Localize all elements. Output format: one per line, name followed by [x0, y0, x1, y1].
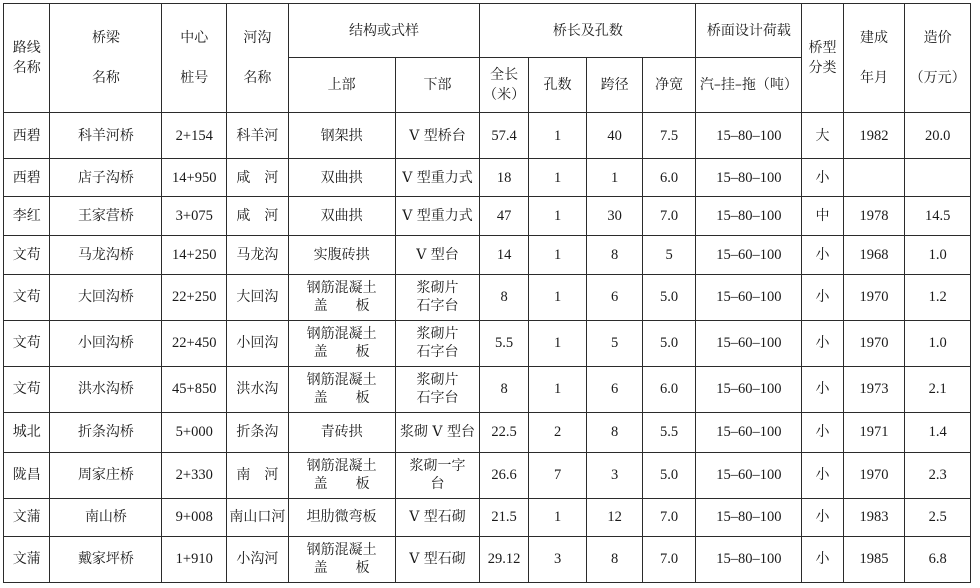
cell-total-length: 29.12 [480, 536, 528, 582]
cell-span-length: 8 [587, 536, 643, 582]
cell-clear-width: 5.0 [642, 274, 695, 320]
cell-bridge-name: 小回沟桥 [50, 320, 162, 366]
cell-clear-width: 5.0 [642, 452, 695, 498]
cell-structure-upper: 实腹砖拱 [288, 235, 395, 274]
cell-total-length: 14 [480, 235, 528, 274]
cell-total-length: 22.5 [480, 413, 528, 453]
cell-built: 1985 [843, 536, 905, 582]
cell-design-load: 15–80–100 [696, 159, 802, 197]
cell-bridge-name: 洪水沟桥 [50, 366, 162, 412]
cell-span-count: 1 [528, 113, 587, 159]
cell-built: 1982 [843, 113, 905, 159]
header-clear-width: 净宽 [642, 58, 695, 113]
cell-structure-lower: V 型桥台 [395, 113, 480, 159]
cell-design-load: 15–60–100 [696, 452, 802, 498]
cell-total-length: 21.5 [480, 499, 528, 537]
cell-river: 折条沟 [227, 413, 289, 453]
cell-span-length: 40 [587, 113, 643, 159]
cell-span-count: 2 [528, 413, 587, 453]
cell-bridge-name: 科羊河桥 [50, 113, 162, 159]
cell-clear-width: 7.0 [642, 536, 695, 582]
cell-design-load: 15–80–100 [696, 499, 802, 537]
cell-route: 文苟 [4, 320, 50, 366]
cell-structure-lower: 浆砌片 石字台 [395, 274, 480, 320]
table-row [4, 366, 971, 412]
header-structure-lower: 下部 [395, 58, 480, 113]
cell-structure-upper: 钢筋混凝土 盖 板 [288, 320, 395, 366]
cell-clear-width: 6.0 [642, 366, 695, 412]
cell-total-length: 26.6 [480, 452, 528, 498]
cell-river: 南山口河 [227, 499, 289, 537]
cell-structure-lower: V 型重力式 [395, 159, 480, 197]
bridge-table [3, 3, 971, 583]
cell-design-load: 15–80–100 [696, 113, 802, 159]
table-row [4, 536, 971, 582]
cell-center-stake: 5+000 [162, 413, 227, 453]
cell-span-length: 6 [587, 366, 643, 412]
cell-clear-width: 5.5 [642, 413, 695, 453]
cell-built: 1968 [843, 235, 905, 274]
cell-span-count: 1 [528, 366, 587, 412]
cell-built: 1970 [843, 452, 905, 498]
cell-structure-lower: V 型石砌 [395, 536, 480, 582]
cell-span-length: 30 [587, 196, 643, 235]
cell-cost: 2.5 [905, 499, 971, 537]
table-row [4, 452, 971, 498]
cell-center-stake: 2+330 [162, 452, 227, 498]
cell-river: 大回沟 [227, 274, 289, 320]
cell-cost: 1.0 [905, 235, 971, 274]
table-row [4, 159, 971, 197]
cell-center-stake: 3+075 [162, 196, 227, 235]
cell-built: 1978 [843, 196, 905, 235]
cell-total-length: 47 [480, 196, 528, 235]
cell-route: 李红 [4, 196, 50, 235]
cell-route: 文蒲 [4, 536, 50, 582]
cell-structure-upper: 钢筋混凝土 盖 板 [288, 366, 395, 412]
cell-river: 洪水沟 [227, 366, 289, 412]
cell-built: 1971 [843, 413, 905, 453]
cell-structure-lower: 浆砌片 石字台 [395, 366, 480, 412]
cell-bridge-type: 小 [802, 366, 843, 412]
header-structure: 结构或式样 [288, 4, 480, 58]
cell-bridge-type: 中 [802, 196, 843, 235]
cell-cost: 2.1 [905, 366, 971, 412]
cell-span-length: 12 [587, 499, 643, 537]
table-row [4, 196, 971, 235]
cell-span-length: 6 [587, 274, 643, 320]
cell-span-count: 7 [528, 452, 587, 498]
cell-design-load: 15–60–100 [696, 274, 802, 320]
cell-span-count: 3 [528, 536, 587, 582]
cell-bridge-type: 小 [802, 413, 843, 453]
cell-cost: 1.2 [905, 274, 971, 320]
header-total-length: 全长 （米） [480, 58, 528, 113]
cell-design-load: 15–60–100 [696, 235, 802, 274]
cell-design-load: 15–60–100 [696, 320, 802, 366]
cell-bridge-type: 小 [802, 235, 843, 274]
cell-structure-upper: 钢筋混凝土 盖 板 [288, 536, 395, 582]
cell-structure-lower: V 型重力式 [395, 196, 480, 235]
cell-structure-upper: 钢筋混凝土 盖 板 [288, 274, 395, 320]
table-row [4, 499, 971, 537]
cell-span-count: 1 [528, 499, 587, 537]
cell-span-count: 1 [528, 320, 587, 366]
cell-bridge-type: 小 [802, 320, 843, 366]
header-load-spec: 汽–挂–拖（吨） [696, 58, 802, 113]
cell-cost: 14.5 [905, 196, 971, 235]
cell-center-stake: 14+250 [162, 235, 227, 274]
header-structure-upper: 上部 [288, 58, 395, 113]
cell-clear-width: 5 [642, 235, 695, 274]
cell-span-length: 8 [587, 235, 643, 274]
cell-structure-upper: 青砖拱 [288, 413, 395, 453]
cell-bridge-name: 折条沟桥 [50, 413, 162, 453]
cell-structure-lower: 浆砌 V 型台 [395, 413, 480, 453]
cell-route: 文苟 [4, 274, 50, 320]
cell-route: 城北 [4, 413, 50, 453]
cell-cost: 20.0 [905, 113, 971, 159]
cell-bridge-type: 小 [802, 536, 843, 582]
cell-structure-upper: 钢筋混凝土 盖 板 [288, 452, 395, 498]
cell-river: 咸 河 [227, 196, 289, 235]
cell-bridge-name: 南山桥 [50, 499, 162, 537]
header-bridge-type: 桥型 分类 [802, 4, 843, 113]
cell-route: 文蒲 [4, 499, 50, 537]
cell-center-stake: 22+250 [162, 274, 227, 320]
cell-center-stake: 22+450 [162, 320, 227, 366]
cell-river: 小沟河 [227, 536, 289, 582]
cell-structure-upper: 坦肋微弯板 [288, 499, 395, 537]
cell-built: 1970 [843, 274, 905, 320]
cell-clear-width: 7.0 [642, 499, 695, 537]
cell-bridge-name: 店子沟桥 [50, 159, 162, 197]
cell-route: 文苟 [4, 235, 50, 274]
table-body [4, 113, 971, 583]
cell-structure-lower: 浆砌片 石字台 [395, 320, 480, 366]
cell-span-length: 3 [587, 452, 643, 498]
header-span-count: 孔数 [528, 58, 587, 113]
cell-built [843, 159, 905, 197]
cell-bridge-name: 大回沟桥 [50, 274, 162, 320]
cell-bridge-name: 周家庄桥 [50, 452, 162, 498]
cell-total-length: 8 [480, 366, 528, 412]
cell-river: 小回沟 [227, 320, 289, 366]
cell-center-stake: 9+008 [162, 499, 227, 537]
cell-design-load: 15–80–100 [696, 196, 802, 235]
header-cost: 造价 （万元） [905, 4, 971, 113]
cell-design-load: 15–60–100 [696, 413, 802, 453]
cell-river: 咸 河 [227, 159, 289, 197]
cell-bridge-type: 小 [802, 159, 843, 197]
cell-cost: 2.3 [905, 452, 971, 498]
header-bridge-name: 桥梁 名称 [50, 4, 162, 113]
cell-bridge-name: 王家营桥 [50, 196, 162, 235]
header-span-length: 跨径 [587, 58, 643, 113]
cell-structure-upper: 钢架拱 [288, 113, 395, 159]
table-row [4, 113, 971, 159]
cell-cost [905, 159, 971, 197]
cell-center-stake: 2+154 [162, 113, 227, 159]
cell-bridge-type: 小 [802, 274, 843, 320]
cell-total-length: 5.5 [480, 320, 528, 366]
cell-structure-upper: 双曲拱 [288, 196, 395, 235]
cell-span-length: 5 [587, 320, 643, 366]
header-design-load: 桥面设计荷载 [696, 4, 802, 58]
cell-bridge-name: 戴家坪桥 [50, 536, 162, 582]
header-center-stake: 中心 桩号 [162, 4, 227, 113]
cell-span-length: 8 [587, 413, 643, 453]
table-row [4, 274, 971, 320]
cell-bridge-type: 大 [802, 113, 843, 159]
cell-bridge-name: 马龙沟桥 [50, 235, 162, 274]
header-route: 路线 名称 [4, 4, 50, 113]
cell-route: 文苟 [4, 366, 50, 412]
cell-bridge-type: 小 [802, 452, 843, 498]
cell-route: 西碧 [4, 113, 50, 159]
cell-clear-width: 5.0 [642, 320, 695, 366]
cell-structure-lower: 浆砌一字 台 [395, 452, 480, 498]
cell-center-stake: 1+910 [162, 536, 227, 582]
header-length-spans: 桥长及孔数 [480, 4, 696, 58]
cell-river: 科羊河 [227, 113, 289, 159]
cell-clear-width: 7.0 [642, 196, 695, 235]
cell-clear-width: 6.0 [642, 159, 695, 197]
cell-span-count: 1 [528, 196, 587, 235]
cell-structure-lower: V 型台 [395, 235, 480, 274]
cell-total-length: 8 [480, 274, 528, 320]
header-row-1 [4, 4, 971, 58]
cell-river: 南 河 [227, 452, 289, 498]
cell-built: 1970 [843, 320, 905, 366]
cell-span-length: 1 [587, 159, 643, 197]
cell-total-length: 57.4 [480, 113, 528, 159]
cell-design-load: 15–80–100 [696, 536, 802, 582]
table-row [4, 235, 971, 274]
cell-built: 1973 [843, 366, 905, 412]
cell-span-count: 1 [528, 235, 587, 274]
cell-clear-width: 7.5 [642, 113, 695, 159]
table-row [4, 413, 971, 453]
cell-river: 马龙沟 [227, 235, 289, 274]
cell-center-stake: 45+850 [162, 366, 227, 412]
header-built: 建成 年月 [843, 4, 905, 113]
cell-span-count: 1 [528, 274, 587, 320]
cell-route: 陇昌 [4, 452, 50, 498]
cell-total-length: 18 [480, 159, 528, 197]
cell-bridge-type: 小 [802, 499, 843, 537]
cell-cost: 1.4 [905, 413, 971, 453]
cell-built: 1983 [843, 499, 905, 537]
cell-cost: 6.8 [905, 536, 971, 582]
cell-center-stake: 14+950 [162, 159, 227, 197]
cell-route: 西碧 [4, 159, 50, 197]
header-river: 河沟 名称 [227, 4, 289, 113]
table-row [4, 320, 971, 366]
cell-span-count: 1 [528, 159, 587, 197]
cell-structure-lower: V 型石砌 [395, 499, 480, 537]
cell-design-load: 15–60–100 [696, 366, 802, 412]
cell-structure-upper: 双曲拱 [288, 159, 395, 197]
cell-cost: 1.0 [905, 320, 971, 366]
